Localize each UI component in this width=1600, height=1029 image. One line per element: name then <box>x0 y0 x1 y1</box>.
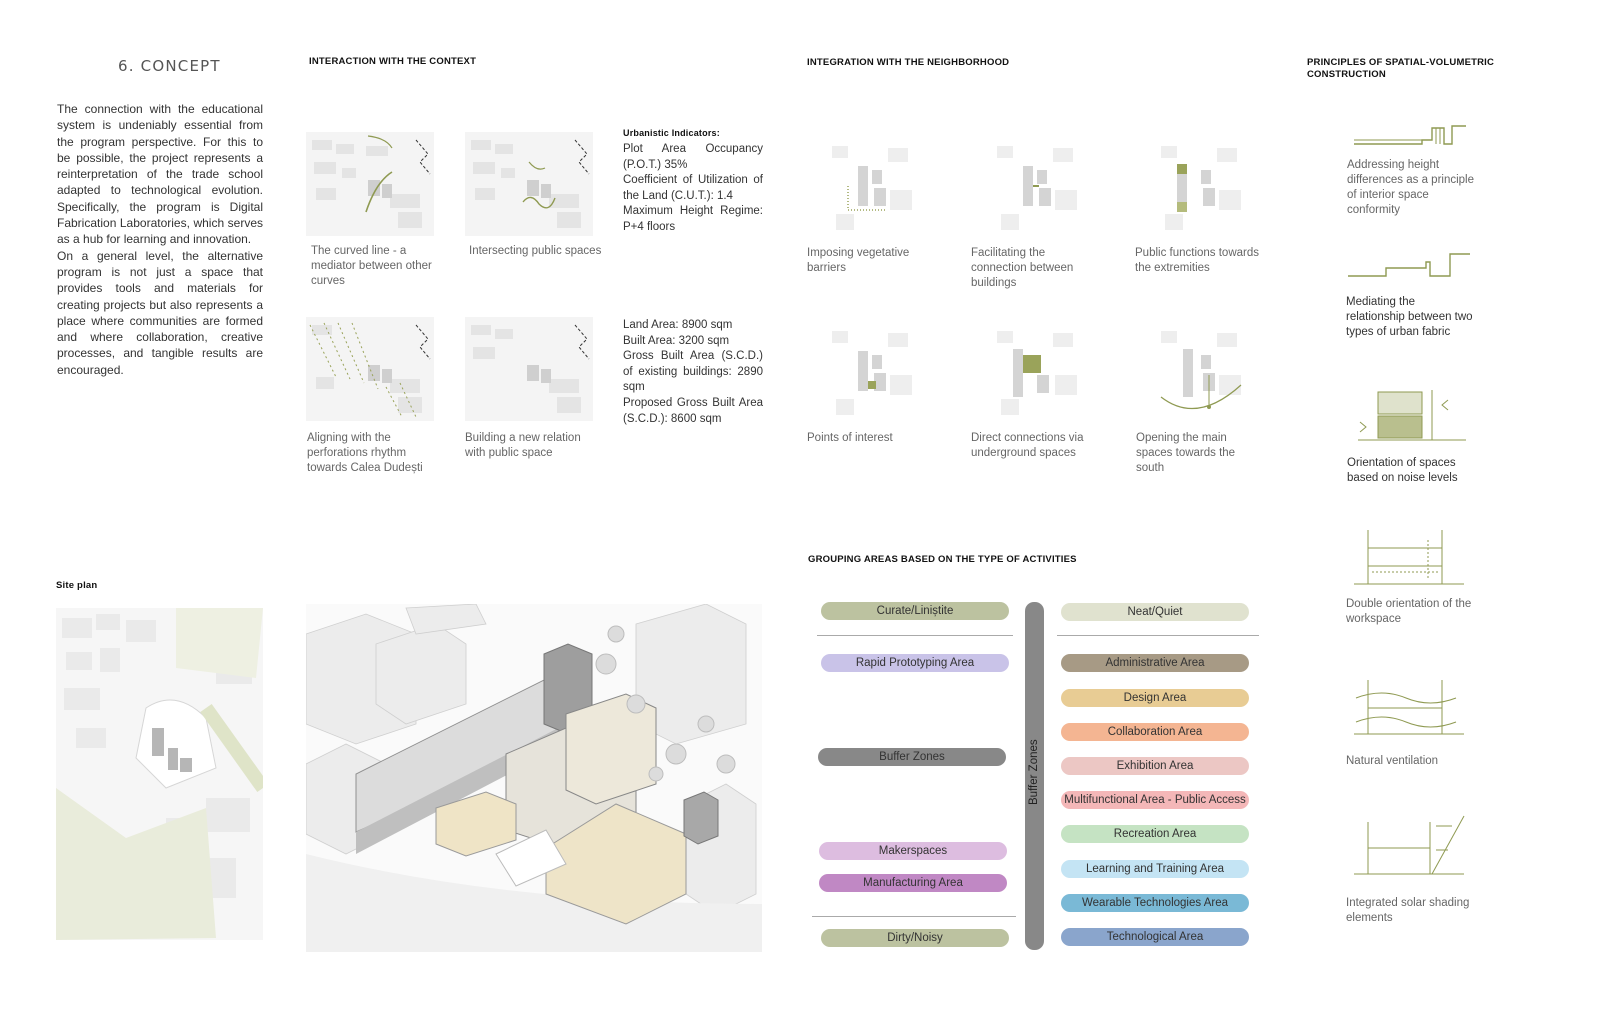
principles-heading <box>1307 57 1497 81</box>
principle-caption-6: Integrated solar shading elements <box>1346 897 1470 924</box>
context-caption-3: Aligning with the perforations rhythm towards Calea Dudești <box>307 432 423 474</box>
noise-orientation-icon <box>1356 386 1468 444</box>
neighborhood-map-extremities <box>1157 140 1247 240</box>
natural-ventilation-icon <box>1352 678 1466 738</box>
context-caption-4: Building a new relation with public space <box>465 432 581 459</box>
neighborhood-map-vegetative <box>828 140 918 240</box>
context-map-public-space <box>465 317 593 421</box>
divider <box>817 635 1013 636</box>
urbanistic-indicators <box>623 128 763 236</box>
neighborhood-map-connection <box>993 140 1083 240</box>
pill-collaboration: Collaboration Area <box>1061 723 1249 741</box>
divider <box>1057 635 1259 636</box>
neighborhood-map-poi <box>828 325 918 425</box>
urban-fabric-icon <box>1346 250 1472 280</box>
neighborhood-caption-2: Facilitating the connection between buildings <box>971 247 1074 289</box>
pill-rapid-prototyping: Rapid Prototyping Area <box>821 654 1009 672</box>
neighborhood-map-underground <box>993 325 1083 425</box>
concept-paragraph-2: On a general level, the alternative program is not just a space that provides tools and materials for creating projects but also represents a place where communities are formed and where collaboration, creative processes, and tangible results are encouraged. <box>57 248 263 377</box>
pill-dirty-noisy: Dirty/Noisy <box>821 929 1009 947</box>
principle-caption-3: Orientation of spaces based on noise levels <box>1347 457 1458 484</box>
principle-caption-1: Addressing height differences as a principle of interior space conformity <box>1347 159 1474 216</box>
indicator-pot: Plot Area Occupancy (P.O.T.) 35% <box>623 143 763 171</box>
neighborhood-caption-3: Public functions towards the extremities <box>1135 247 1260 274</box>
site-plan-label: Site plan <box>56 580 98 591</box>
neighborhood-caption-4: Points of interest <box>807 432 893 444</box>
neighborhood-caption-5: Direct connections via underground spaces <box>971 432 1084 459</box>
solar-shading-icon <box>1352 812 1466 878</box>
pill-makerspaces: Makerspaces <box>819 842 1007 860</box>
site-plan-map <box>56 608 263 940</box>
proposed-gross-area: Proposed Gross Built Area (S.C.D.): 8600 sqm <box>623 396 763 425</box>
pill-buffer-zones: Buffer Zones <box>818 748 1006 766</box>
context-map-perforations <box>306 317 434 421</box>
pill-manufacturing: Manufacturing Area <box>819 874 1007 892</box>
indicators-title: Urbanistic Indicators: <box>623 128 720 138</box>
double-orientation-icon <box>1352 528 1466 588</box>
indicator-height: Maximum Height Regime: P+4 floors <box>623 205 763 233</box>
pill-learning-training: Learning and Training Area <box>1061 860 1249 878</box>
neighborhood-caption-1: Imposing vegetative barriers <box>807 247 910 274</box>
page-title: 6. CONCEPT <box>118 57 221 75</box>
principle-caption-2: Mediating the relationship between two types of urban fabric <box>1346 296 1473 338</box>
pill-wearable-tech: Wearable Technologies Area <box>1061 894 1249 912</box>
context-map-intersecting <box>465 132 593 236</box>
indicator-cut: Coefficient of Utilization of the Land (C.U.T.): 1.4 <box>623 174 763 202</box>
grouping-heading: GROUPING AREAS BASED ON THE TYPE OF ACTIVITIES <box>808 554 1077 565</box>
buffer-zones-bar-label: Buffer Zones <box>1028 739 1040 805</box>
context-caption-1: The curved line - a mediator between other curves <box>311 245 432 287</box>
axonometric-view <box>306 604 762 952</box>
context-map-curve <box>306 132 434 236</box>
concept-paragraph-1: The connection with the educational system is undeniably essential from the program perspective. For this to be possible, the project represents a reinterpretation of the trade school adapted to technological evolution. Specifically, the program is Digital Fabrication Laboratories, which serves as a hub for learning and innovation. <box>57 102 263 247</box>
area-figures <box>623 318 763 427</box>
pill-multifunctional: Multifunctional Area - Public Access <box>1061 791 1249 809</box>
concept-text <box>57 101 263 378</box>
pill-exhibition: Exhibition Area <box>1061 757 1249 775</box>
pill-administrative: Administrative Area <box>1061 654 1249 672</box>
pill-design: Design Area <box>1061 689 1249 707</box>
height-differences-icon <box>1352 122 1472 148</box>
pill-recreation: Recreation Area <box>1061 825 1249 843</box>
built-area: Built Area: 3200 sqm <box>623 334 730 347</box>
divider <box>812 916 1016 917</box>
pill-neat-quiet: Neat/Quiet <box>1061 603 1249 621</box>
principles-heading-line-2: CONSTRUCTION <box>1307 69 1386 80</box>
neighborhood-caption-6: Opening the main spaces towards the south <box>1136 432 1236 474</box>
neighborhood-heading: INTEGRATION WITH THE NEIGHBORHOOD <box>807 57 1010 68</box>
context-caption-2: Intersecting public spaces <box>469 245 602 257</box>
gross-built-area: Gross Built Area (S.C.D.) of existing buildings: 2890 sqm <box>623 350 763 394</box>
land-area: Land Area: 8900 sqm <box>623 319 733 331</box>
principles-heading-line-1: PRINCIPLES OF SPATIAL-VOLUMETRIC <box>1307 57 1495 68</box>
pill-quiet-left: Curate/Liniștite <box>821 602 1009 620</box>
context-heading: INTERACTION WITH THE CONTEXT <box>309 56 477 67</box>
principle-caption-5: Natural ventilation <box>1346 755 1439 767</box>
principle-caption-4: Double orientation of the workspace <box>1346 598 1472 625</box>
neighborhood-map-south <box>1157 325 1247 425</box>
pill-technological: Technological Area <box>1061 928 1249 946</box>
